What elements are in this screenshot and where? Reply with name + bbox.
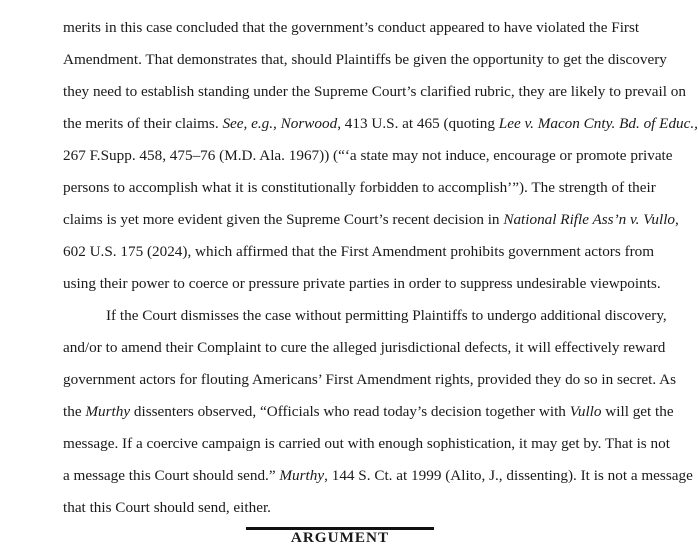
citation-see-norwood: See, e.g., Norwood — [222, 115, 338, 132]
text-line: 602 U.S. 175 (2024), which affirmed that the First Amendment prohibits government actors from — [63, 243, 655, 260]
text-line: persons to accomplish what it is constitutionally forbidden to accomplish’”). The strength of their — [63, 179, 656, 196]
text-line: that this Court should send, either. — [63, 499, 271, 516]
text-line: the Murthy dissenters observed, “Officials who read today’s decision together with Vullo will get the — [63, 403, 674, 420]
text-line: a message this Court should send.” Murthy, 144 S. Ct. at 1999 (Alito, J., dissenting). It is not a message — [63, 467, 693, 484]
text-line: 267 F.Supp. 458, 475–76 (M.D. Ala. 1967)) (“‘a state may not induce, encourage or promote private — [63, 147, 673, 164]
text-line: using their power to coerce or pressure private parties in order to suppress undesirable viewpoints. — [63, 275, 661, 292]
paragraph-dismissal — [63, 307, 693, 532]
text-line: claims is yet more evident given the Supreme Court’s recent decision in National Rifle Ass’n v. Vullo, — [63, 211, 679, 228]
text-line: If the Court dismisses the case without permitting Plaintiffs to undergo additional discovery, — [106, 307, 667, 324]
citation-lee-v-macon: Lee v. Macon Cnty. Bd. of Educ., — [498, 115, 698, 132]
paragraph-merits — [63, 19, 698, 308]
case-name-vullo: Vullo — [569, 403, 602, 420]
case-name-murthy: Murthy — [85, 403, 131, 420]
text-line: and/or to amend their Complaint to cure the alleged jurisdictional defects, it will effectively reward — [63, 339, 666, 356]
text-line: merits in this case concluded that the government’s conduct appeared to have violated the First — [63, 19, 640, 36]
text-line: government actors for flouting Americans’ First Amendment rights, provided they do so in secret. As — [63, 371, 677, 388]
text-line: the merits of their claims. See, e.g., Norwood, 413 U.S. at 465 (quoting Lee v. Macon Cnty. Bd. of Educ., — [63, 115, 698, 132]
text-line: message. If a coercive campaign is carried out with enough sophistication, it may get by. That is not — [63, 435, 670, 452]
citation-nra-v-vullo: National Rifle Ass’n v. Vullo — [503, 211, 676, 228]
text-line: they need to establish standing under the Supreme Court’s clarified rubric, they are likely to prevail on — [63, 83, 686, 100]
text-line: Amendment. That demonstrates that, should Plaintiffs be given the opportunity to get the discovery — [63, 51, 667, 68]
section-heading: ARGUMENT — [290, 529, 390, 546]
citation-murthy: Murthy — [279, 467, 325, 484]
